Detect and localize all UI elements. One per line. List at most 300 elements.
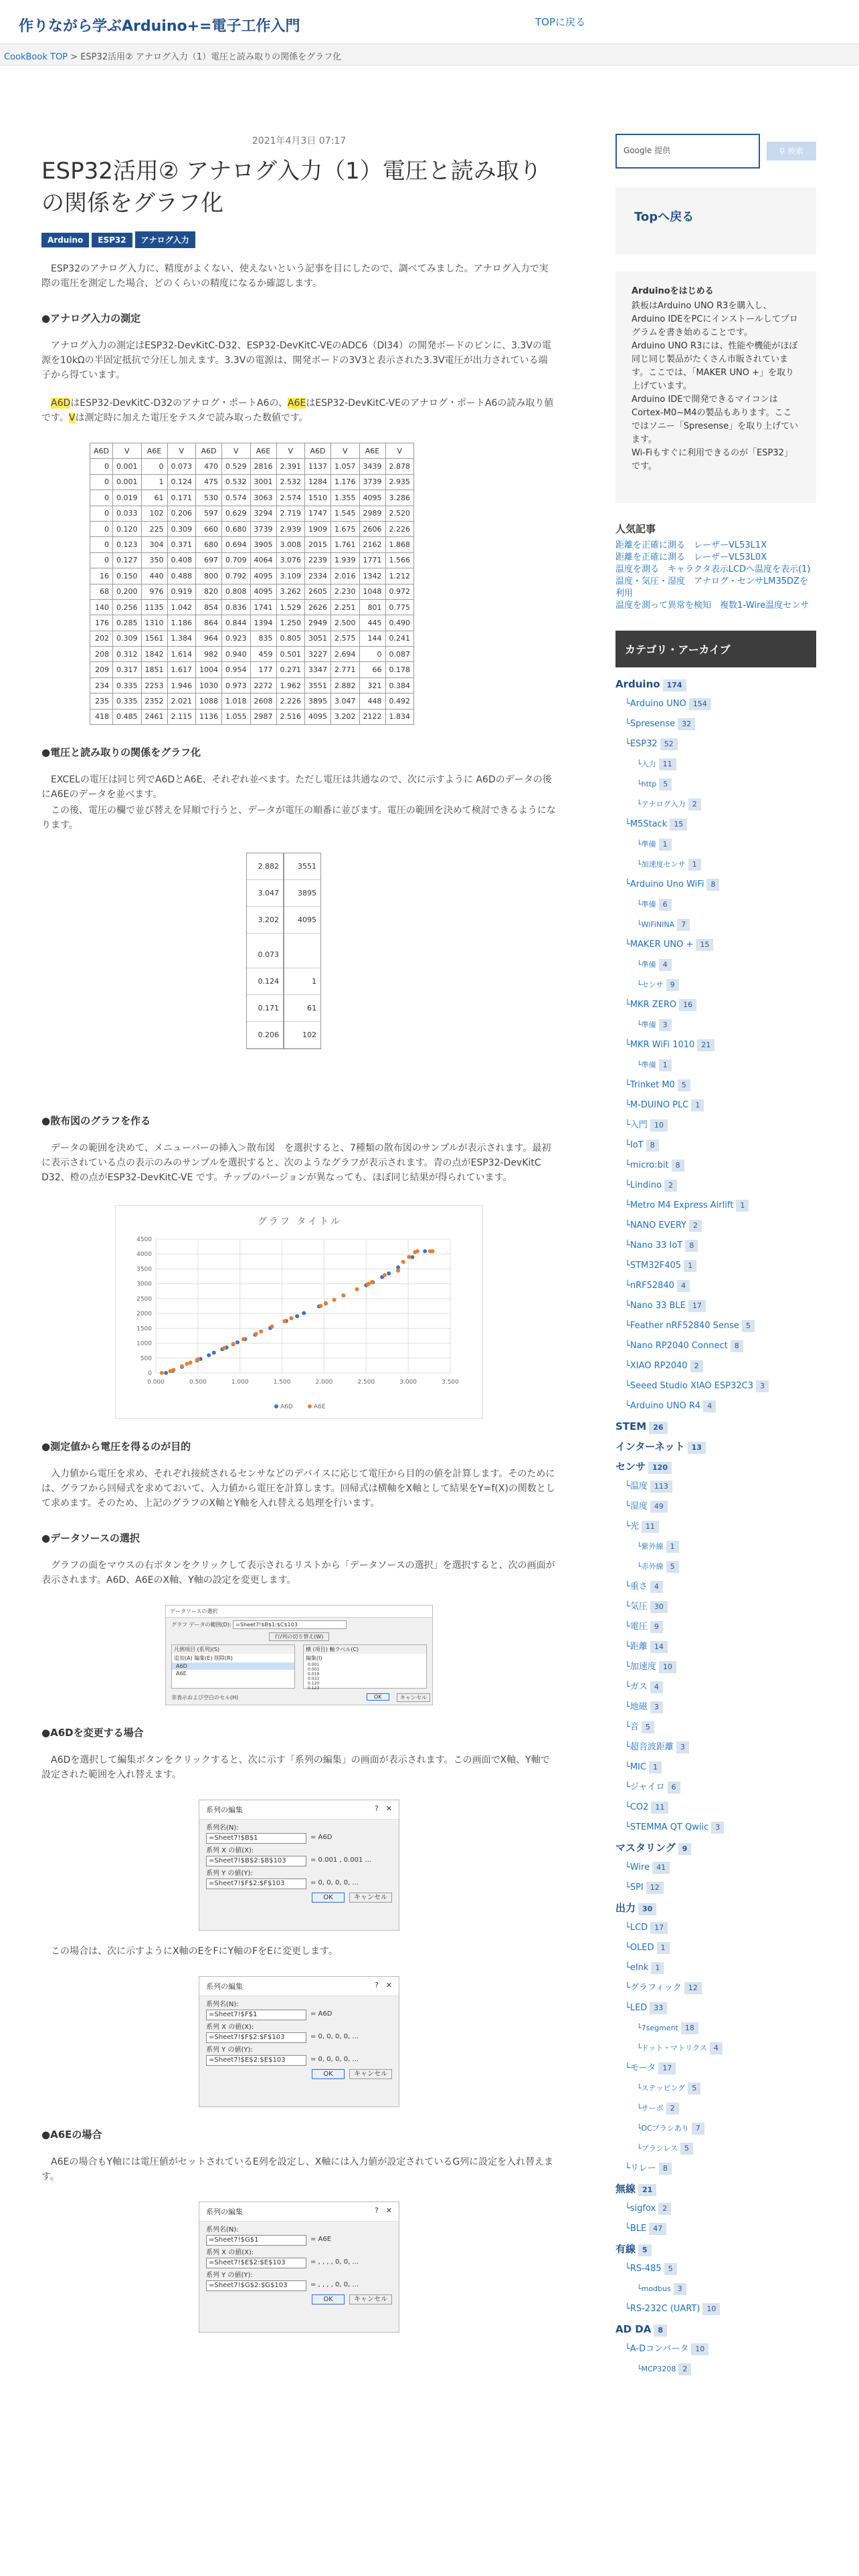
category-item[interactable] [615,1617,816,1637]
legend-marker [308,1404,312,1408]
category-label: └LCD [625,1923,648,1933]
cancel-button[interactable]: キャンセル [349,2294,392,2304]
category-item[interactable] [615,1838,816,1858]
category-item[interactable] [615,794,816,815]
category-label: └Feather nRF52840 Sense [625,1321,739,1331]
about-title: Arduinoをはじめる [632,286,714,296]
sample-cell: 4095 [284,907,320,934]
table-cell: 3895 [305,693,331,709]
dialog-title [199,1977,399,1996]
table-cell: 202 [90,631,113,646]
table-cell: 0.492 [385,693,414,709]
popular-link[interactable]: 温度を測る キャラクタ表示LCDへ温度を表示(1) [615,564,811,574]
category-item[interactable] [615,2279,816,2299]
category-item[interactable] [615,1958,816,1978]
category-count: 5 [659,778,672,790]
category-item[interactable] [615,1436,816,1457]
category-item[interactable] [615,2139,816,2159]
paragraph: この場合は、次に示すようにX軸のEをFにY軸のFをEに変更します。 [51,1946,338,1957]
category-item[interactable] [615,955,816,975]
category-item[interactable] [615,1296,816,1316]
popular-link[interactable]: 温度・気圧・湿度 アナログ・センサLM35DZを利用 [615,576,808,599]
table-cell: 418 [90,709,113,724]
category-label: インターネット [615,1440,685,1453]
category-item[interactable] [615,975,816,995]
data-point-a6e [318,1304,322,1308]
category-item[interactable] [615,694,816,714]
category-item[interactable] [615,2199,816,2219]
category-item[interactable] [615,1757,816,1778]
category-item[interactable] [615,855,816,875]
category-label: └紫外線 [637,1542,664,1551]
category-count: 7 [692,2123,704,2135]
table-cell: 1.962 [276,677,305,693]
category-label: └準備 [637,900,656,909]
table-cell: 2.575 [331,631,360,646]
table-cell: 0.574 [222,490,251,506]
category-label: └sigfox [625,2204,656,2214]
category-label: └IoT [625,1140,644,1150]
y-tick-label: 2500 [136,1295,152,1303]
table-cell: 4095 [250,584,276,599]
dialog-body [199,1996,399,2083]
x-tick-label: 3.000 [399,1379,417,1386]
category-count: 16 [679,999,696,1011]
help-icon[interactable]: ? [375,1804,379,1814]
category-count: 32 [678,718,695,730]
category-item[interactable] [615,774,816,794]
table-cell: 1.939 [331,552,360,568]
category-count: 30 [638,1903,656,1915]
category-item[interactable] [615,815,816,835]
x-tick-label: 2.000 [315,1379,333,1386]
table-cell: 0.317 [113,662,142,677]
category-label: └micro:bit [625,1160,669,1170]
section-title: ●アナログ入力の測定 [41,312,141,324]
popular-link[interactable]: 距離を正確に測る レーザーVL53L1X [615,540,767,550]
data-point-a6e [370,1280,374,1284]
category-count: 11 [651,1802,668,1814]
category-item[interactable] [615,714,816,734]
legend-btn-row [172,1654,294,1662]
category-item[interactable] [615,995,816,1015]
category-item[interactable] [615,1597,816,1617]
delete-button[interactable]: 削除(R) [214,1655,233,1662]
category-item[interactable] [615,2239,816,2259]
category-item[interactable] [615,2078,816,2099]
edit-button[interactable]: 編集(E) [194,1655,213,1662]
table-cell: 1.834 [385,709,414,724]
category-count: 2 [664,1180,677,1192]
table-cell: 1771 [359,552,385,568]
table-cell: 2626 [305,599,331,615]
category-item[interactable] [615,935,816,955]
ok-button[interactable]: OK [312,2294,344,2304]
category-list [615,674,816,2379]
category-item[interactable] [615,1015,816,1035]
category-item[interactable] [615,1537,816,1557]
table-cell: 3001 [250,474,276,490]
field-label: 系列名(N): [206,1824,239,1832]
category-item[interactable] [615,1256,816,1276]
table-row [90,662,414,677]
table-cell: 1137 [305,459,331,474]
table-cell: 0.241 [385,631,414,646]
table-cell: 3.008 [276,537,305,552]
category-count: 1 [684,1260,696,1272]
table-cell: 445 [359,615,385,631]
category-item[interactable] [615,2339,816,2359]
category-count: 10 [691,2343,708,2355]
category-item[interactable] [615,1998,816,2018]
category-item[interactable] [615,1336,816,1356]
scatter-chart [115,1205,483,1419]
sample-col-value [284,853,321,1049]
category-item[interactable] [615,1477,816,1497]
category-item[interactable] [615,1938,816,1958]
category-item[interactable] [615,2159,816,2179]
section-title: ●散布図のグラフを作る [41,1115,151,1128]
table-cell: 0.501 [276,647,305,662]
table-cell: 0.073 [167,459,196,474]
x-input[interactable]: =Sheet7!$B$2:$B$103 [206,1856,306,1866]
category-item[interactable] [615,1236,816,1256]
category-count: 9 [678,1843,692,1855]
table-cell: 0.808 [222,584,251,599]
category-item[interactable] [615,875,816,895]
category-item[interactable] [615,1898,816,1918]
table-cell: 0 [90,506,113,521]
top-back-box [615,187,816,254]
category-item[interactable] [615,2359,816,2379]
category-label: └準備 [637,1021,656,1029]
range-input[interactable]: =Sheet7!$B$1:$C$103 [233,1620,347,1629]
ok-button[interactable]: OK [367,1693,389,1701]
help-icon[interactable]: ? [375,2206,379,2216]
y-input[interactable]: =Sheet7!$F$2:$F$103 [206,1879,306,1889]
category-count: 113 [650,1481,672,1493]
data-point-a6e [332,1298,337,1302]
category-item[interactable] [615,1356,816,1376]
category-item[interactable] [615,1497,816,1517]
tag-analog[interactable]: アナログ入力 [135,231,195,248]
x-input[interactable]: =Sheet7!$F$2:$F$103 [206,2032,306,2043]
category-label: センサ [615,1461,646,1473]
table-cell: 208 [90,647,113,662]
category-item[interactable] [615,2179,816,2199]
field-row [206,1879,392,1889]
category-item[interactable] [615,1136,816,1156]
category-label: └入力 [637,760,656,768]
ok-button[interactable]: OK [312,1893,344,1903]
category-item[interactable] [615,1557,816,1577]
table-cell: 1.018 [222,693,251,709]
search-input[interactable]: Google 提供 [615,134,760,169]
category-count: 1 [659,1059,672,1071]
table-cell: 835 [250,631,276,646]
category-item[interactable] [615,1978,816,1998]
category-item[interactable] [615,1657,816,1677]
help-icon[interactable]: ? [375,1981,379,1990]
category-item[interactable] [615,1176,816,1196]
paragraph: この後、電圧の欄で並び替えを昇順で行うと、データが電圧の順番に並びます。電圧の範囲を決めて検討できるようになります。 [41,805,556,831]
category-label: └nRF52840 [625,1281,674,1291]
category-item[interactable] [615,2058,816,2078]
name-input[interactable]: =Sheet7!$F$1 [206,2010,306,2020]
category-count: 120 [648,1462,672,1474]
category-item[interactable] [615,1798,816,1818]
category-count: 21 [697,1039,714,1051]
highlight: A6E [287,398,306,409]
category-item[interactable] [615,2259,816,2279]
category-label: Arduino [615,678,660,690]
category-label: └M5Stack [625,819,668,829]
category-count: 17 [658,2062,676,2074]
table-cell: 304 [141,537,167,552]
about-text: 鉄板はArduino UNO R3を購入し、Arduino IDEをPCにインストールしてプログラムを書き始めることです。 [632,301,798,338]
category-item[interactable] [615,1677,816,1697]
category-item[interactable] [615,1717,816,1737]
table-cell: 470 [196,459,222,474]
table-cell: 0.485 [113,709,142,724]
category-label: └電圧 [625,1622,648,1632]
table-cell: 820 [196,584,222,599]
category-count: 8 [646,1140,659,1152]
category-label: └ブラシレス [637,2144,678,2153]
category-item[interactable] [615,1196,816,1216]
table-cell: 1561 [141,631,167,646]
category-item[interactable] [615,1035,816,1055]
ok-button[interactable]: OK [312,2069,344,2079]
table-header-cell: V [331,443,360,459]
category-item[interactable] [615,1095,816,1115]
data-point-a6e [367,1282,371,1286]
category-item[interactable] [615,1376,816,1396]
table-cell: 976 [141,584,167,599]
category-label: STEM [615,1420,647,1432]
table-cell: 964 [196,631,222,646]
category-item[interactable] [615,1416,816,1436]
series-item[interactable]: A6E [176,1671,187,1677]
category-count: 1 [736,1200,749,1212]
category-item[interactable] [615,1457,816,1477]
category-item[interactable] [615,1396,816,1416]
category-item[interactable] [615,2219,816,2239]
name-input[interactable]: =Sheet7!$G$1 [206,2235,306,2246]
name-input[interactable]: =Sheet7!$B$1 [206,1833,306,1844]
category-label: └DCブラシあり [637,2124,689,2133]
table-cell: 2.719 [276,506,305,521]
table-cell: 1510 [305,490,331,506]
table-cell: 1.384 [167,631,196,646]
breadcrumb-home[interactable]: CookBook TOP [4,52,68,62]
series-item[interactable]: A6D [172,1662,294,1670]
table-cell: 2239 [305,552,331,568]
table-cell: 4064 [250,552,276,568]
table-cell: 3.262 [276,584,305,599]
category-item[interactable] [615,734,816,754]
y-input[interactable]: =Sheet7!$G$2:$G$103 [206,2280,306,2291]
category-count: 1 [691,1099,704,1111]
y-input[interactable]: =Sheet7!$E$2:$E$103 [206,2055,306,2066]
top-back-link[interactable]: Topへ戻る [634,210,694,224]
category-label: └LED [625,2003,648,2013]
category-item[interactable] [615,674,816,694]
category-label: └サーボ [637,2104,664,2113]
category-item[interactable] [615,895,816,915]
search-button-label: 検索 [787,146,804,156]
cancel-button[interactable]: キャンセル [349,1893,392,1903]
category-label: └BLE [625,2224,647,2234]
table-cell: 2.520 [385,506,414,521]
axis-edit-button[interactable]: 編集(I) [306,1655,322,1662]
category-item[interactable] [615,1276,816,1296]
table-cell: 0.150 [113,568,142,584]
x-input[interactable]: =Sheet7!$E$2:$E$103 [206,2258,306,2268]
category-item[interactable] [615,2299,816,2319]
category-item[interactable] [615,1637,816,1657]
table-header-cell: V [222,443,251,459]
table-cell: 2.115 [167,709,196,724]
category-item[interactable] [615,1858,816,1878]
category-count: 1 [666,1541,679,1553]
category-count: 47 [649,2223,666,2235]
add-button[interactable]: 追加(A) [174,1655,193,1662]
table-cell: 0.120 [113,521,142,536]
category-count: 8 [654,2325,667,2337]
field-row [206,1856,392,1866]
popular-list [615,540,816,612]
category-label: └Arduino Uno WiFi [625,879,704,889]
table-cell: 2.935 [385,474,414,490]
table-cell: 680 [196,537,222,552]
category-count: 3 [674,2283,686,2295]
table-cell: 234 [90,677,113,693]
paragraph: アナログ入力の測定はESP32-DevKitC-D32、ESP32-DevKitC-VEのADC6（DI34）の開発ボードのピンに、3.3Vの電源を10kΩの半固定抵抗で分圧し加えます。3.3Vの電源は、開発ボードの3V3と表示された3.3V電圧が出力されている端子から得ています。 [41,340,552,381]
about-text: Wi-Fiもすぐに利用できるのが「ESP32」です。 [632,448,793,471]
category-item[interactable] [615,1216,816,1236]
table-cell: 1.057 [331,459,360,474]
cancel-button[interactable]: キャンセル [397,1693,430,1702]
category-item[interactable] [615,915,816,935]
y-tick-label: 4500 [136,1237,152,1244]
category-item[interactable] [615,1156,816,1176]
category-item[interactable] [615,1918,816,1938]
legend-series-panel [171,1644,295,1689]
cancel-button[interactable]: キャンセル [349,2069,392,2079]
table-cell: 0.335 [113,693,142,709]
category-item[interactable] [615,1316,816,1336]
table-row [90,693,414,709]
search-icon: ⚲ [779,146,785,156]
category-item[interactable] [615,1697,816,1717]
table-cell: 2162 [359,537,385,552]
table-cell: 0.408 [167,552,196,568]
table-cell: 2.939 [276,521,305,536]
table-cell: 0.629 [222,506,251,521]
category-count: 5 [638,2244,652,2256]
category-count: 3 [756,1380,769,1392]
category-label: └OLED [625,1943,654,1953]
tag-esp32[interactable]: ESP32 [92,233,132,247]
popular-link[interactable]: 温度を測って異常を検知 複数1-Wire温度センサ [615,601,809,611]
category-label: └MCP3208 [637,2365,676,2373]
category-item[interactable] [615,1075,816,1095]
axis-value: 0.001 [308,1662,320,1668]
category-item[interactable] [615,754,816,774]
table-cell: 235 [90,693,113,709]
category-item[interactable] [615,1517,816,1537]
category-label: └CO2 [625,1802,649,1812]
category-label: └Lindino [625,1180,662,1190]
close-icon[interactable]: ✕ [385,1804,392,1814]
table-row [90,709,414,724]
data-point-a6e [254,1332,258,1336]
category-count: 1 [659,839,672,851]
category-label: └ESP32 [625,739,658,749]
category-item[interactable] [615,2018,816,2038]
switch-button[interactable]: 行/列の切り替え(W) [269,1632,330,1641]
field-row [206,2258,392,2268]
table-cell: 0.940 [222,647,251,662]
field-row [206,2032,392,2043]
category-item[interactable] [615,2099,816,2119]
category-item[interactable] [615,1778,816,1798]
field-label: 系列 X の値(X): [206,2024,254,2032]
category-count: 154 [689,698,711,710]
data-point-a6d [387,1271,391,1275]
category-item[interactable] [615,1115,816,1136]
category-item[interactable] [615,2038,816,2058]
data-point-a6d [207,1353,211,1357]
search-button[interactable] [767,142,816,160]
category-item[interactable] [615,1055,816,1075]
table-cell: 2334 [305,568,331,584]
category-label: └リレー [625,2163,656,2173]
table-cell: 1.566 [385,552,414,568]
category-count: 10 [650,1119,668,1132]
table-cell: 3905 [250,537,276,552]
popular-link[interactable]: 距離を正確に測る レーザーVL53L0X [615,552,767,562]
category-item[interactable] [615,1577,816,1597]
category-count: 49 [650,1501,668,1513]
category-item[interactable] [615,2319,816,2339]
category-item[interactable] [615,1737,816,1757]
category-item[interactable] [615,1818,816,1838]
table-cell: 0.200 [113,584,142,599]
close-icon[interactable]: ✕ [385,2206,392,2216]
category-label: └ジャイロ [625,1782,665,1792]
category-label: └MIC [625,1762,646,1772]
category-label: └湿度 [625,1501,648,1511]
category-item[interactable] [615,2119,816,2139]
table-cell: 2.878 [385,459,414,474]
category-count: 12 [646,1882,664,1894]
table-cell: 854 [196,599,222,615]
scatter-chart-svg [116,1206,484,1420]
table-cell: 0.490 [385,615,414,631]
tag-arduino[interactable]: Arduino [41,233,89,247]
close-icon[interactable]: ✕ [385,1981,392,1990]
category-label: └eInk [625,1963,649,1973]
table-cell: 1 [141,474,167,490]
top-link[interactable]: TOPに戻る [535,16,586,28]
x-result: = 0.001 , 0.001 ... [310,1856,372,1864]
category-item[interactable] [615,1878,816,1898]
category-item[interactable] [615,835,816,855]
hidden-cells-button[interactable]: 非表示および空白のセル(H) [171,1695,239,1701]
site-title[interactable]: 作りながら学ぶArduino+=電子工作入門 [19,18,300,35]
